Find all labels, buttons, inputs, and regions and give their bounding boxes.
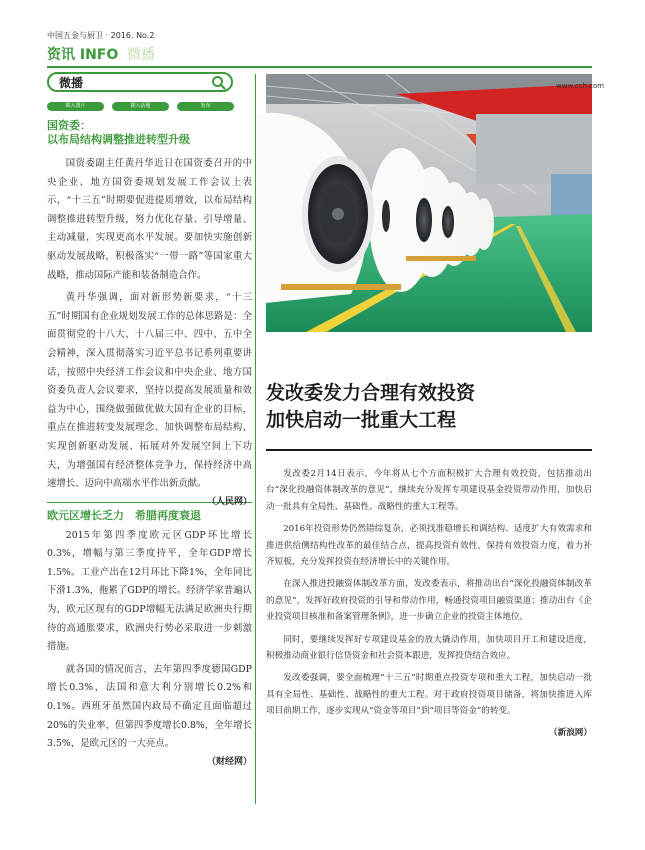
search-label: 微播 bbox=[59, 75, 84, 90]
publish-button[interactable]: 发布 bbox=[177, 102, 234, 111]
article-1-headline bbox=[47, 119, 252, 147]
main-article-paragraph: 2016年投资形势仍然错综复杂，必须找准稳增长和调结构、适度扩大有效需求和推进供给侧结构性改革的最佳结合点，提高投资有效性，保持有效投资力度，着力补齐短板，充分发挥投资在经济增长中的关键作用。 bbox=[266, 524, 592, 568]
article-1-paragraph: 国资委副主任黄丹华近日在国资委召开的中央企业、地方国资委规划发展工作会议上表示，“十三五”时期要促进提质增效，以布局结构调整推进转型升级，努力优化存量、引导增量、主动减量，实现更高水平发展。要加快实施创新驱动发展战略，积极落实“一带一路”等国家重大战略，推动国际产能和装备制造合作。 bbox=[47, 158, 252, 281]
running-head: 中国五金与厨卫 · 2016. No.2 bbox=[47, 31, 155, 40]
main-headline-line2: 加快启动一批重大工程 bbox=[266, 409, 457, 431]
factory-photo-art bbox=[266, 74, 605, 332]
section-title-cn: 资讯 bbox=[47, 47, 75, 63]
main-article-paragraph: 在深入推进投融资体制改革方面，发改委表示，将推动出台“深化投融资体制改革的意见”，发挥好政府投资的引导和带动作用，畅通投资项目融资渠道；推动出台《企业投资项目核准和备案管理条例》，进一步确立企业的投资主体地位。 bbox=[266, 579, 592, 623]
section-rule bbox=[47, 66, 592, 68]
search-icon[interactable] bbox=[212, 76, 223, 87]
main-article-paragraph: 发改委强调，要全面梳理“十三五”时期重点投资专项和重大工程，加快启动一批具有全局性、基础性、战略性的重大工程。对于政府投资项目储备，将加快推进入库项目前期工作，逐步实现从“资金等项目”到“项目等资金”的转变。 bbox=[266, 673, 592, 717]
section-subtitle: 微播 bbox=[127, 47, 156, 63]
insert-image-button[interactable]: 插入图片 bbox=[47, 102, 104, 111]
column-divider bbox=[255, 74, 256, 804]
left-column bbox=[47, 72, 252, 767]
photo-watermark: www.cch.com bbox=[556, 82, 605, 90]
main-headline-line1: 发改委发力合理有效投资 bbox=[266, 382, 476, 404]
main-article-paragraph: 发改委2月14日表示，今年将从七个方面积极扩大合理有效投资，包括推动出台“深化投融资体制改革的意见”，继续充分发挥专项建设基金投资带动作用，加快启动一批具有全局性、基础性、战略性的重大工程等。 bbox=[266, 469, 592, 512]
article-2-headline: 欧元区增长乏力 希腊再度衰退 bbox=[47, 508, 201, 522]
article-1-source: （人民网） bbox=[206, 496, 252, 507]
article-1-paragraph: 黄丹华强调，面对新形势新要求，“十三五”时期国有企业规划发展工作的总体思路是：全面贯彻党的十八大、十八届三中、四中、五中全会精神，深入贯彻落实习近平总书记系列重要讲话，按照中央经济工作会议和中央企业、地方国资委负责人会议要求，坚持以提高发展质量和效益为中心，围绕做强做优做大国有企业的目标，重点在推进转变发展理念、加快调整布局结构、实现创新驱动发展、拓展对外发展空间上下功夫，为增强国有经济整体竞争力，保持经济中高速增长、迈向中高端水平作出新贡献。 bbox=[47, 292, 252, 490]
search-box[interactable] bbox=[47, 72, 233, 92]
main-article-body bbox=[266, 466, 592, 738]
article-1-headline-line1: 国资委： bbox=[47, 119, 91, 132]
insert-topic-button[interactable]: 插入话题 bbox=[112, 102, 169, 111]
section-title-en: INFO bbox=[79, 47, 119, 63]
headline-rule bbox=[266, 449, 592, 451]
main-article-paragraph: 同时，要继续发挥好专项建设基金的放大撬动作用，加快项目开工和建设进度，积极推动商业银行信贷资金和社会资本跟进，发挥投贷结合效应。 bbox=[266, 634, 592, 662]
main-article-source: （新浪网） bbox=[549, 727, 592, 738]
section-title bbox=[47, 44, 155, 64]
article-2-paragraph: 2015年第四季度欧元区GDP环比增长0.3%，增幅与第三季度持平，全年GDP增长1.5%。工业产出在12月环比下降1%，全年同比下滑1.3%，拖累了GDP的增长。经济学家普遍认为，欧元区现有的GDP增幅无法满足欧洲央行期待的高通胀要求，欧洲央行势必采取进一步刺激措施。 bbox=[47, 529, 252, 653]
article-1-headline-line2: 以布局结构调整推进转型升级 bbox=[47, 133, 190, 146]
factory-photo bbox=[266, 74, 605, 332]
article-2-source: （财经网） bbox=[206, 756, 252, 767]
action-pills bbox=[47, 102, 252, 111]
article-2-paragraph: 就各国的情况而言，去年第四季度德国GDP增长0.3%，法国和意大利分别增长0.2%和0.1%。西班牙虽然国内政局不确定且面临超过20%的失业率，但第四季度增长0.8%，全年增长3.5%，是欧元区的一大亮点。 bbox=[47, 663, 252, 750]
main-headline bbox=[266, 380, 596, 434]
